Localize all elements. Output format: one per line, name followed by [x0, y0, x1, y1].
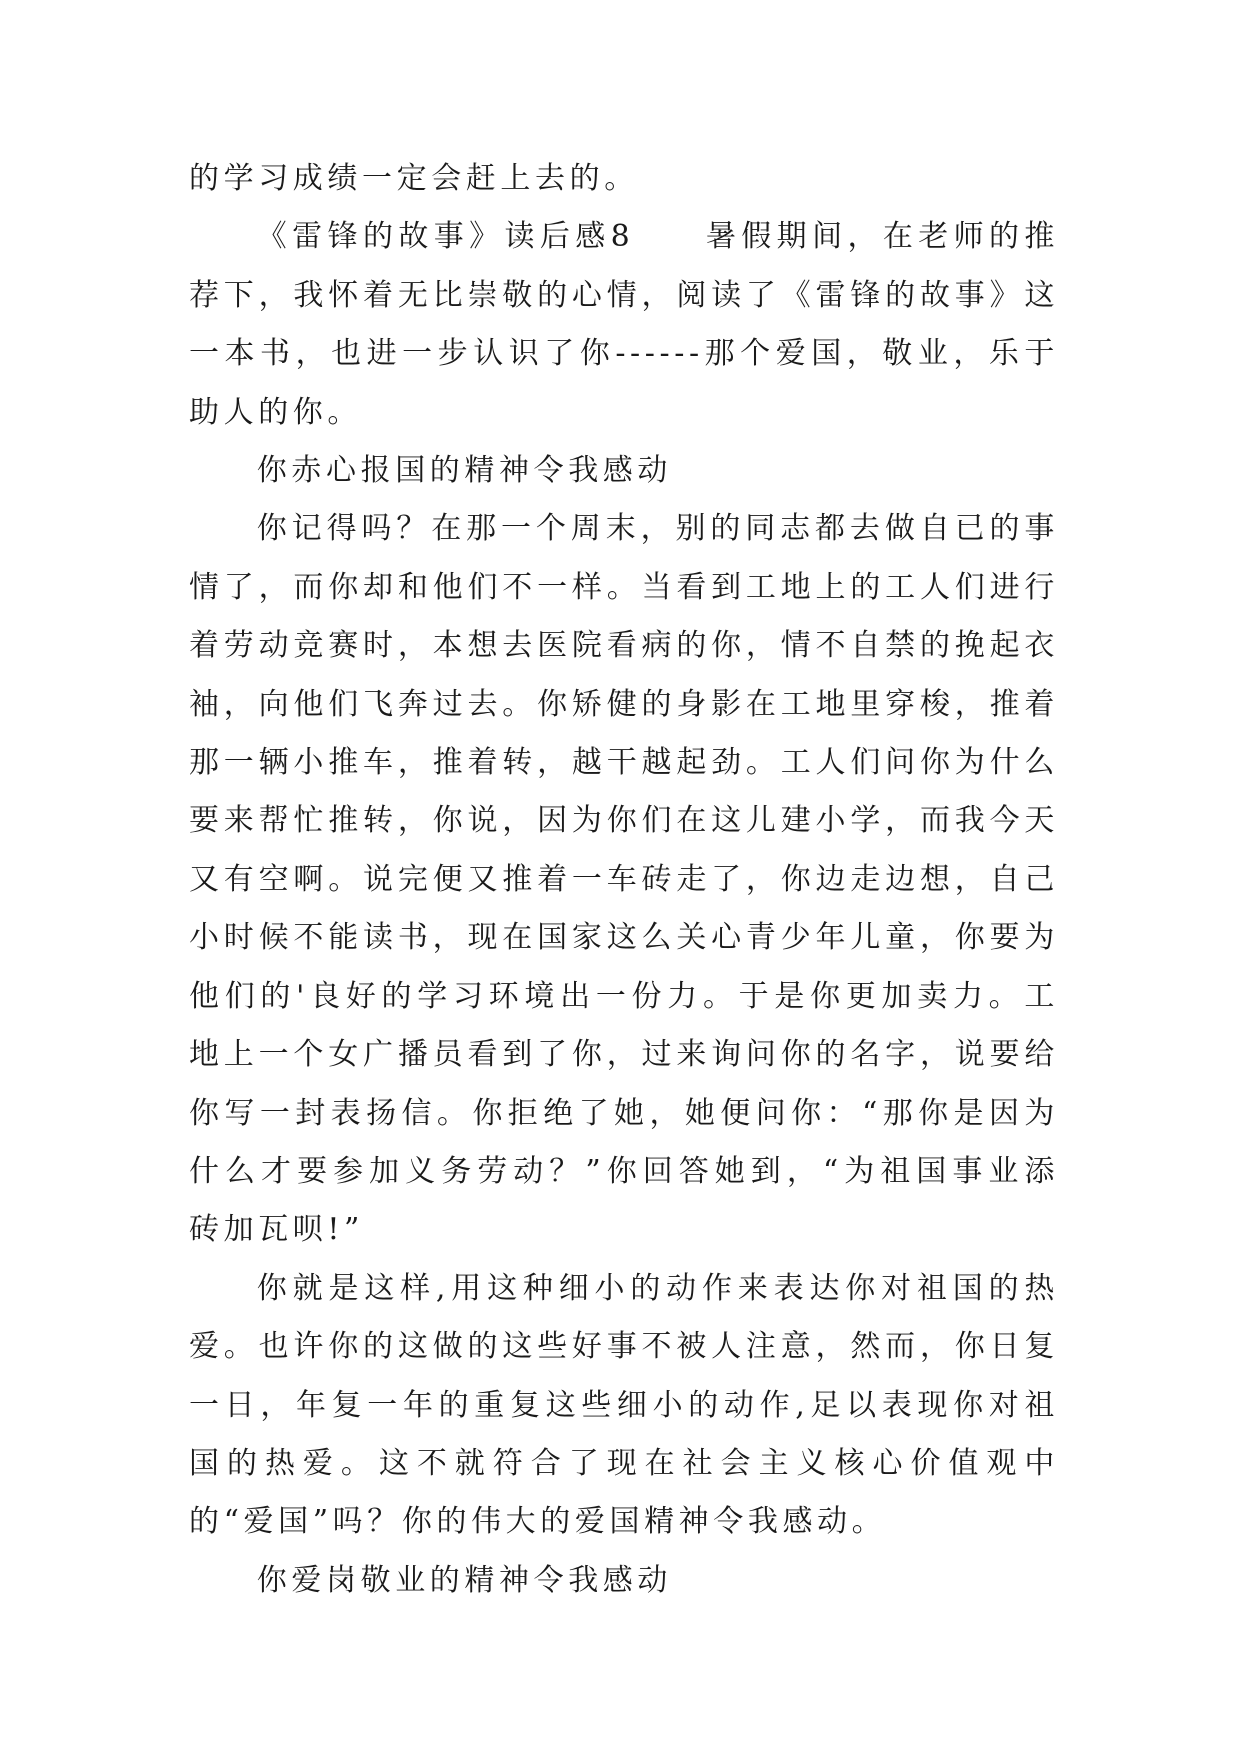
paragraph-reflection: 你就是这样,用这种细小的动作来表达你对祖国的热爱。也许你的这做的这些好事不被人注意，然而，你日复一日，年复一年的重复这些细小的动作,足以表现你对祖国的热爱。这不就符合了现在社会主义核心价值观中的“爱国”吗？你的伟大的爱国精神令我感动。: [189, 1270, 1059, 1540]
paragraph-continuation: 的学习成绩一定会赶上去的。: [189, 161, 639, 196]
section-heading-patriotism: 你赤心报国的精神令我感动: [256, 453, 672, 489]
paragraph-essay-intro: 《雷锋的故事》读后感8 暑假期间，在老师的推荐下，我怀着无比崇敬的心情，阅读了《雷锋的故事》这一本书，也进一步认识了你------那个爱国，敬业，乐于助人的你。: [189, 219, 1059, 430]
section-heading-dedication: 你爱岗敬业的精神令我感动: [256, 1562, 672, 1598]
paragraph-story: 你记得吗？在那一个周末，别的同志都去做自已的事情了，而你却和他们不一样。当看到工地上的工人们进行着劳动竞赛时，本想去医院看病的你，情不自禁的挽起衣袖，向他们飞奔过去。你矫健的身影在工地里穿梭，推着那一辆小推车，推着转，越干越起劲。工人们问你为什么要来帮忙推转，你说，因为你们在这儿建小学，而我今天又有空啊。说完便又推着一车砖走了，你边走边想，自己小时候不能读书，现在国家这么关心青少年儿童，你要为他们的'良好的学习环境出一份力。于是你更加卖力。工地上一个女广播员看到了你，过来询问你的名字，说要给你写一封表扬信。你拒绝了她，她便问你：“那你是因为什么才要参加义务劳动？”你回答她到，“为祖国事业添砖加瓦呗!”: [189, 511, 1059, 1248]
document-body: [189, 150, 1059, 1610]
